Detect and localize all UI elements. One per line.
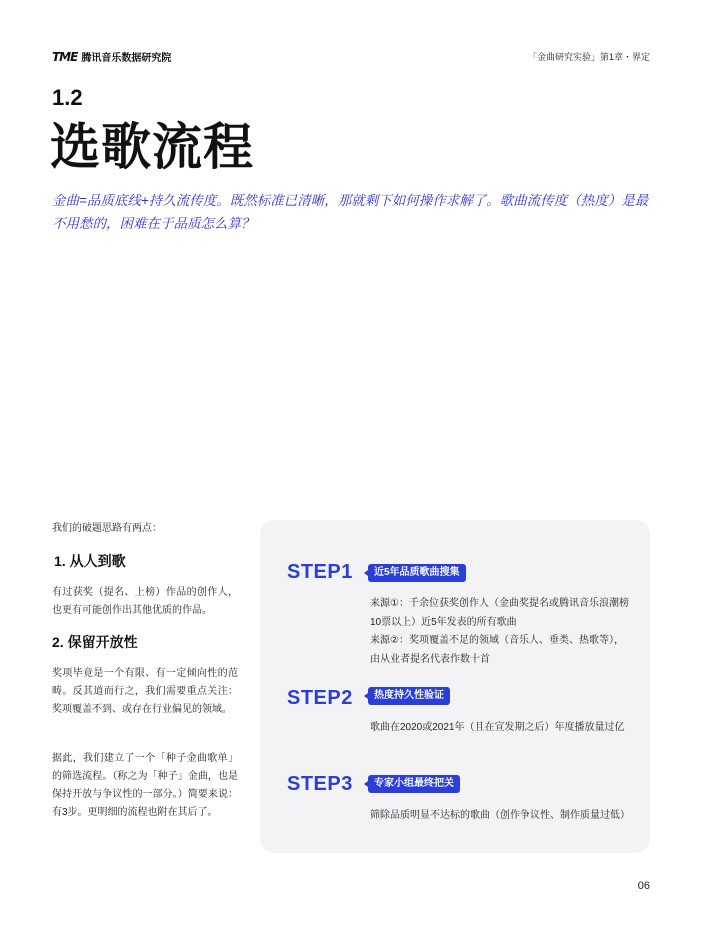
page-title: 选歌流程 <box>50 119 254 175</box>
chapter-label: 「金曲研究实验」第1章・界定 <box>527 52 650 62</box>
section-number: 1.2 <box>52 85 83 110</box>
point1-text: 有过获奖（提名、上榜）作品的创作人，也更有可能创作出其他优质的作品。 <box>52 587 238 616</box>
step2-tag: 热度持久性验证 <box>368 687 450 705</box>
step1-source1: 来源①：千余位获奖创作人（金曲奖提名或腾讯音乐浪潮榜10票以上）近5年发表的所有歌曲 <box>370 598 629 628</box>
step3-tag: 专家小组最终把关 <box>368 775 460 793</box>
lead-text: 我们的破题思路有两点： <box>52 523 162 534</box>
process-summary-text: 据此，我们建立了一个「种子金曲歌单」的筛选流程。（称之为「种子」金曲，也是保持开放与争议性的一部分。）简要来说：有3步。更明细的流程也附在其后了。 <box>52 753 238 818</box>
step2-label: STEP2 <box>287 687 353 709</box>
step1-label: STEP1 <box>287 561 353 583</box>
point2-text: 奖项毕竟是一个有限、有一定倾向性的范畴。反其道而行之，我们需要重点关注：奖项覆盖不到、或存在行业偏见的领域。 <box>52 668 238 715</box>
step1-tag: 近5年品质歌曲搜集 <box>368 564 466 582</box>
intro-text: 金曲=品质底线+持久流传度。既然标准已清晰，那就剩下如何操作求解了。歌曲流传度（热度）是最不用愁的，困难在于品质怎么算？ <box>52 193 649 231</box>
page-number: 06 <box>637 880 650 892</box>
brand-name: 腾讯音乐数据研究院 <box>81 53 172 64</box>
tme-logo-icon: TME <box>52 49 78 64</box>
point2-heading: 2. 保留开放性 <box>52 634 138 650</box>
point1-heading: 1. 从人到歌 <box>54 553 126 569</box>
brand-logo <box>52 49 171 64</box>
step1-source2: 来源②：奖项覆盖不足的领域（音乐人、垂类、热歌等），由从业者提名代表作数十首 <box>370 635 624 665</box>
step3-desc: 筛除品质明显不达标的歌曲（创作争议性、制作质量过低） <box>370 810 630 821</box>
step3-label: STEP3 <box>287 773 353 795</box>
step2-desc: 歌曲在2020或2021年（且在宣发期之后）年度播放量过亿 <box>370 722 625 733</box>
